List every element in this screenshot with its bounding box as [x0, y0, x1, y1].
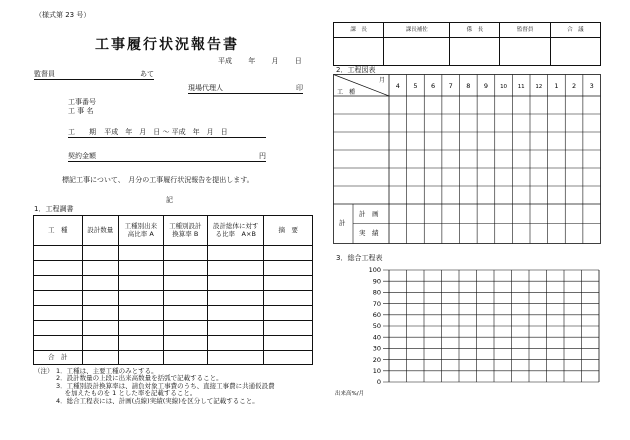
actual-label: 実 績 — [359, 229, 379, 237]
report-date: 平成 年 月 日 — [218, 57, 302, 65]
col-header-design-quantity: 設計数量 — [82, 216, 119, 246]
col-header-remarks: 摘 要 — [264, 216, 313, 246]
total-label: 合 計 — [34, 351, 83, 365]
approval-stamp-table — [333, 22, 601, 66]
approval-col-section-chief: 課 長 — [334, 23, 384, 38]
table-row — [34, 261, 313, 276]
stamp-box[interactable] — [334, 38, 384, 66]
corner-month-label: 月 — [379, 77, 386, 84]
approval-col-consultation: 合 議 — [550, 23, 600, 38]
approval-header-row — [334, 23, 601, 38]
stamp-box[interactable] — [384, 38, 450, 66]
y-tick-70: 70 — [372, 299, 381, 308]
note-item: 1．工種は、主要工種のみとする。 — [56, 367, 158, 375]
month-header-10: 10 — [500, 84, 508, 90]
construction-period-line: 工 期 平成 年 月 日 ～ 平成 年 月 日 — [68, 128, 266, 138]
y-tick-10: 10 — [372, 367, 381, 375]
y-tick-30: 30 — [372, 344, 381, 353]
y-tick-100: 100 — [368, 266, 381, 275]
ki-mark: 記 — [166, 196, 173, 204]
col-header-work-type: 工 種 — [34, 216, 83, 246]
contract-amount-line: 契約金額 円 — [68, 152, 266, 160]
y-tick-50: 50 — [372, 322, 381, 331]
col-header-progress-ratio: 工種別出来 高比率 A — [119, 216, 163, 246]
month-header-5: 5 — [413, 82, 418, 90]
note-item: を加えたものを 1 とした率を記載すること。 — [56, 389, 197, 398]
section3-heading: 3．総合工程表 — [336, 254, 383, 262]
total-label: 計 — [339, 219, 346, 227]
table-row — [34, 276, 313, 291]
form-number: （様式第 23 号） — [35, 11, 91, 19]
corner-worktype-label: 工 種 — [337, 89, 356, 96]
stamp-box[interactable] — [550, 38, 600, 66]
notes-prefix: （注） — [34, 367, 54, 375]
note-item: 3．工種別設計換算率は、請負対象工事費のうち、直接工事費に共通仮設費 — [56, 381, 275, 390]
process-chart-table — [333, 74, 602, 245]
construction-number-label: 工事番号 — [68, 98, 96, 106]
process-survey-header-row — [34, 216, 313, 246]
stamp-box[interactable] — [450, 38, 500, 66]
month-header-1: 1 — [554, 82, 559, 90]
col-header-total-ratio: 設計総体に対す る比率 A×B — [208, 216, 264, 246]
construction-name-label: 工 事 名 — [68, 107, 94, 115]
table-row — [34, 291, 313, 306]
month-header-6: 6 — [430, 82, 436, 90]
plan-label: 計 画 — [359, 210, 379, 218]
table-row — [34, 321, 313, 336]
table-row — [34, 306, 313, 321]
approval-col-deputy-chief: 課長補佐 — [384, 23, 450, 38]
overall-progress-grid — [333, 264, 602, 398]
section1-heading: 1．工程調書 — [34, 205, 74, 213]
month-header-3: 3 — [589, 82, 594, 90]
month-header-8: 8 — [466, 82, 471, 90]
y-tick-0: 0 — [376, 378, 381, 387]
notes — [34, 368, 324, 405]
month-header-2: 2 — [571, 82, 577, 90]
y-tick-60: 60 — [372, 311, 381, 319]
y-tick-80: 80 — [372, 288, 381, 297]
month-header-9: 9 — [483, 82, 489, 90]
month-header-11: 11 — [517, 84, 525, 90]
month-header-4: 4 — [395, 82, 400, 90]
table-row — [34, 246, 313, 261]
month-header-7: 7 — [448, 82, 453, 90]
process-survey-table — [33, 215, 313, 365]
section2-heading: 2．工程図表 — [336, 66, 376, 74]
approval-stamp-row — [334, 38, 601, 66]
col-header-conversion-rate: 工種別設計 換算率 B — [163, 216, 207, 246]
site-agent-line: 現場代理人 印 — [188, 84, 303, 92]
y-tick-40: 40 — [372, 333, 381, 342]
note-item: 4．総合工程表には、計画(点線)実績(実線)を区分して記載すること。 — [56, 396, 259, 405]
addressee-line: 監督員 あて — [34, 70, 154, 78]
table-row — [34, 336, 313, 351]
y-tick-90: 90 — [372, 277, 381, 286]
y-tick-20: 20 — [372, 355, 381, 364]
document-title: 工事履行状況報告書 — [95, 37, 239, 53]
y-axis-label: 出来高%/月 — [335, 391, 365, 397]
note-item: 2．設計数量の上段に出来高数量を括弧で記載すること。 — [56, 374, 223, 383]
month-header-12: 12 — [535, 84, 543, 90]
statement-text: 標記工事について、 月分の工事履行状況報告を提出します。 — [62, 176, 254, 184]
approval-col-subsection-chief: 係 長 — [450, 23, 500, 38]
stamp-box[interactable] — [500, 38, 550, 66]
approval-col-supervisor: 監督員 — [500, 23, 550, 38]
total-row — [34, 351, 313, 365]
